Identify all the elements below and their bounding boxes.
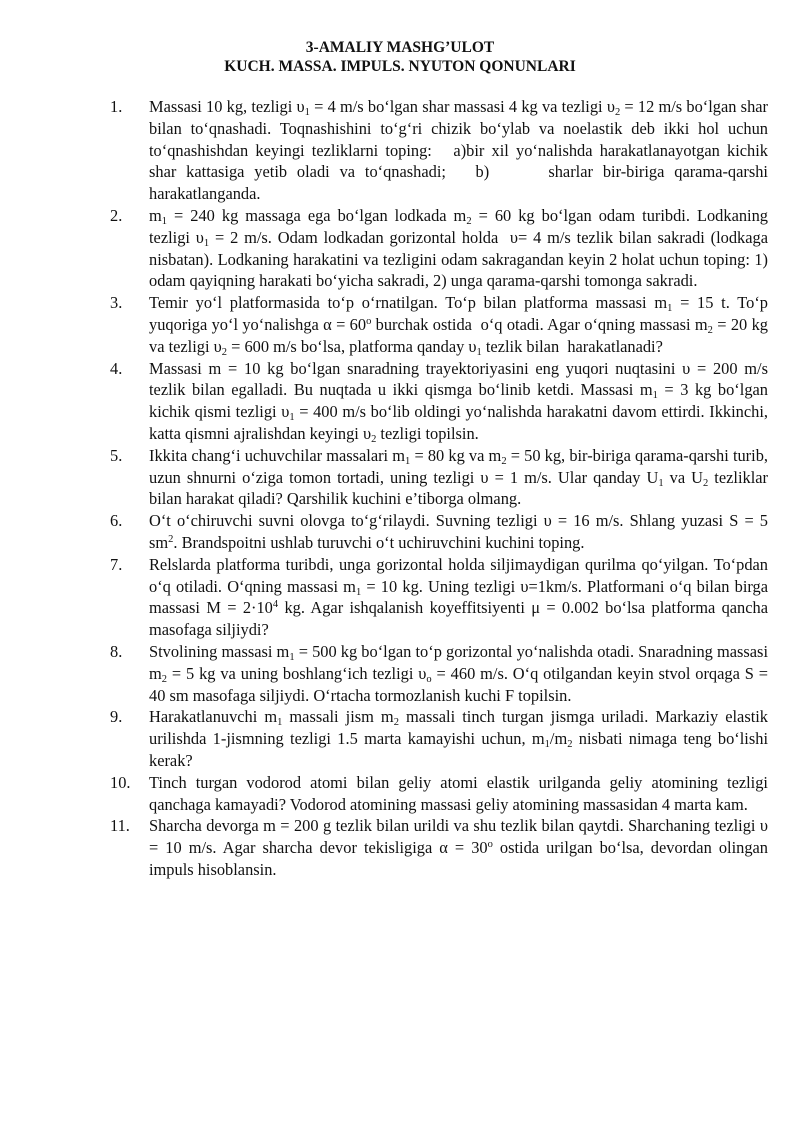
problem-text: Tinch turgan vodorod atomi bilan geliy atomi elastik urilganda geliy atomining tezligi qanchaga kamayadi? Vodorod atomining massasi geliy atomining massasidan 4 marta kam. bbox=[149, 772, 768, 814]
problem-text: Massasi m = 10 kg bo‘lgan snaradning trayektoriyasini eng yuqori nuqtasini υ = 200 m/s tezlik bilan egalladi. Bu nuqtada u ikki qismga bo‘linib ketdi. Massasi $m_1 = 3$ kg bo‘lgan kichik qismi tezligi $\upsilon_1 = 400$ m/s bo‘lib oldingi yo‘nalishda harakatni davom ettirdi. Ikkinchi, katta qismni ajralishdan keyingi $\upsilon_2$ tezligi topilsin. bbox=[149, 358, 768, 445]
problem-text: $m_1 = 240$ kg massaga ega bo‘lgan lodkada $m_2 = 60$ kg bo‘lgan odam turibdi. Lodkaning tezligi $\upsilon_1 = 2$ m/s. Odam lodkadan gorizontal holda υ= 4 m/s tezlik bilan sakradi (lodkaga nisbatan). Lodkaning harakatini va tezligini odam sakragandan keyin 2 holat uchun toping: 1) odam qayiqning harakati bo‘yicha sakradi, 2) unga qarama-qarshi tomonga sakradi. bbox=[149, 205, 768, 291]
problem-number: 10. bbox=[110, 772, 131, 792]
problem-item bbox=[110, 815, 768, 880]
problem-number: 3. bbox=[110, 293, 123, 313]
problem-item bbox=[110, 96, 768, 205]
problem-text: Harakatlanuvchi $m_1$ massali jism $m_2$ massali tinch turgan jismga uriladi. Markaziy elastik urilishda 1-jismning tezligi 1.5 marta kamayishi uchun, $m_1/m_2$ nisbati nimaga teng bo‘lishi kerak? bbox=[149, 707, 769, 770]
problem-number: 6. bbox=[110, 511, 123, 531]
problem-number: 2. bbox=[110, 205, 123, 225]
problem-number: 4. bbox=[110, 358, 123, 378]
problem-item bbox=[110, 358, 768, 445]
problem-number: 5. bbox=[110, 445, 123, 465]
problem-text: Temir yo‘l platformasida to‘p o‘rnatilgan. To‘p bilan platforma massasi $m_1 = 15$ t. To‘p yuqoriga yo‘l yo‘nalishga $\alpha = 60^o$ burchak ostida o‘q otadi. Agar o‘qning massasi $m_2 = 20$ kg va tezligi $\upsilon_2 = 600$ m/s bo‘lsa, platforma qanday $\upsilon_1$ tezlik bilan harakatlanadi? bbox=[149, 293, 768, 358]
problem-number: 9. bbox=[110, 707, 123, 727]
problem-text: Stvolining massasi $m_1 = 500$ kg bo‘lgan to‘p gorizontal yo‘nalishda otadi. Snaradning massasi $m_2 = 5$ kg va uning boshlang‘ich tezligi $\upsilon_o = 460$ m/s. O‘q otilgandan keyin stvol orqaga S = 40 sm masofaga siljiydi. O‘rtacha tormozlanish kuchi F topilsin. bbox=[149, 641, 768, 705]
problem-text: Sharcha devorga m = 200 g tezlik bilan urildi va shu tezlik bilan qaytdi. Sharchaning tezligi υ = 10 m/s. Agar sharcha devor tekisligiga $\alpha = 30^o$ ostida urilgan bo‘lsa, devordan olingan impuls hisoblansin. bbox=[149, 816, 768, 879]
page-subtitle: KUCH. MASSA. IMPULS. NYUTON QONUNLARI bbox=[224, 58, 576, 75]
problem-number: 11. bbox=[110, 816, 130, 836]
page-title: 3-AMALIY MASHG’ULOT bbox=[305, 39, 495, 56]
problem-text: Ikkita chang‘i uchuvchilar massalari $m_1 = 80$ kg va $m_2 = 50$ kg, bir-biriga qarama-qarshi turib, uzun shnurni o‘ziga tomon tortadi, uning tezligi υ = 1 m/s. Ular qanday $U_1$ va $U_2$ tezliklar bilan harakat qiladi? Qarshilik kuchini e’tiborga olmang. bbox=[149, 445, 768, 509]
problem-item bbox=[110, 706, 768, 771]
problem-item bbox=[110, 292, 768, 357]
problem-item bbox=[110, 641, 768, 706]
problem-text: Massasi 10 kg, tezligi $\upsilon_1 = 4$ m/s bo‘lgan shar massasi 4 kg va tezligi $\upsilon_2 = 12$ m/s bo‘lgan shar bilan to‘qnashadi. Toqnashishini to‘g‘ri chizik bo‘ylab va noelastik deb ikki hol uchun to‘qnashishdan keyingi tezliklarni toping: a)bir xil yo‘nalishda harakatlanayotgan kichik shar kattasiga yetib oladi va to‘qnashadi; b) sharlar bir-biriga qarama-qarshi harakatlanganda. bbox=[149, 97, 768, 204]
problem-number: 1. bbox=[110, 97, 123, 116]
problem-item bbox=[110, 772, 768, 816]
problem-item bbox=[110, 445, 768, 510]
problem-number: 8. bbox=[110, 641, 123, 661]
problem-item bbox=[110, 510, 768, 554]
problem-number: 7. bbox=[110, 554, 123, 574]
problem-item bbox=[110, 554, 768, 641]
problem-list bbox=[110, 96, 768, 881]
problem-text: O‘t o‘chiruvchi suvni olovga to‘g‘rilaydi. Suvning tezligi υ = 16 m/s. Shlang yuzasi S = 5 $sm^2$. Brandspoitni ushlab turuvchi o‘t uchiruvchini kuchini toping. bbox=[149, 511, 768, 552]
problem-text: Relslarda platforma turibdi, unga gorizontal holda siljimaydigan qurilma qo‘yilgan. To‘pdan o‘q otiladi. O‘qning massasi $m_1 = 10$ kg. Uning tezligi υ=1km/s. Platformani o‘q bilan birga massasi $M = 2\cdot 10^4$ kg. Agar ishqalanish koyeffitsiyenti μ = 0.002 bo‘lsa platforma qancha masofaga siljiydi? bbox=[149, 554, 768, 640]
problem-item bbox=[110, 205, 768, 292]
